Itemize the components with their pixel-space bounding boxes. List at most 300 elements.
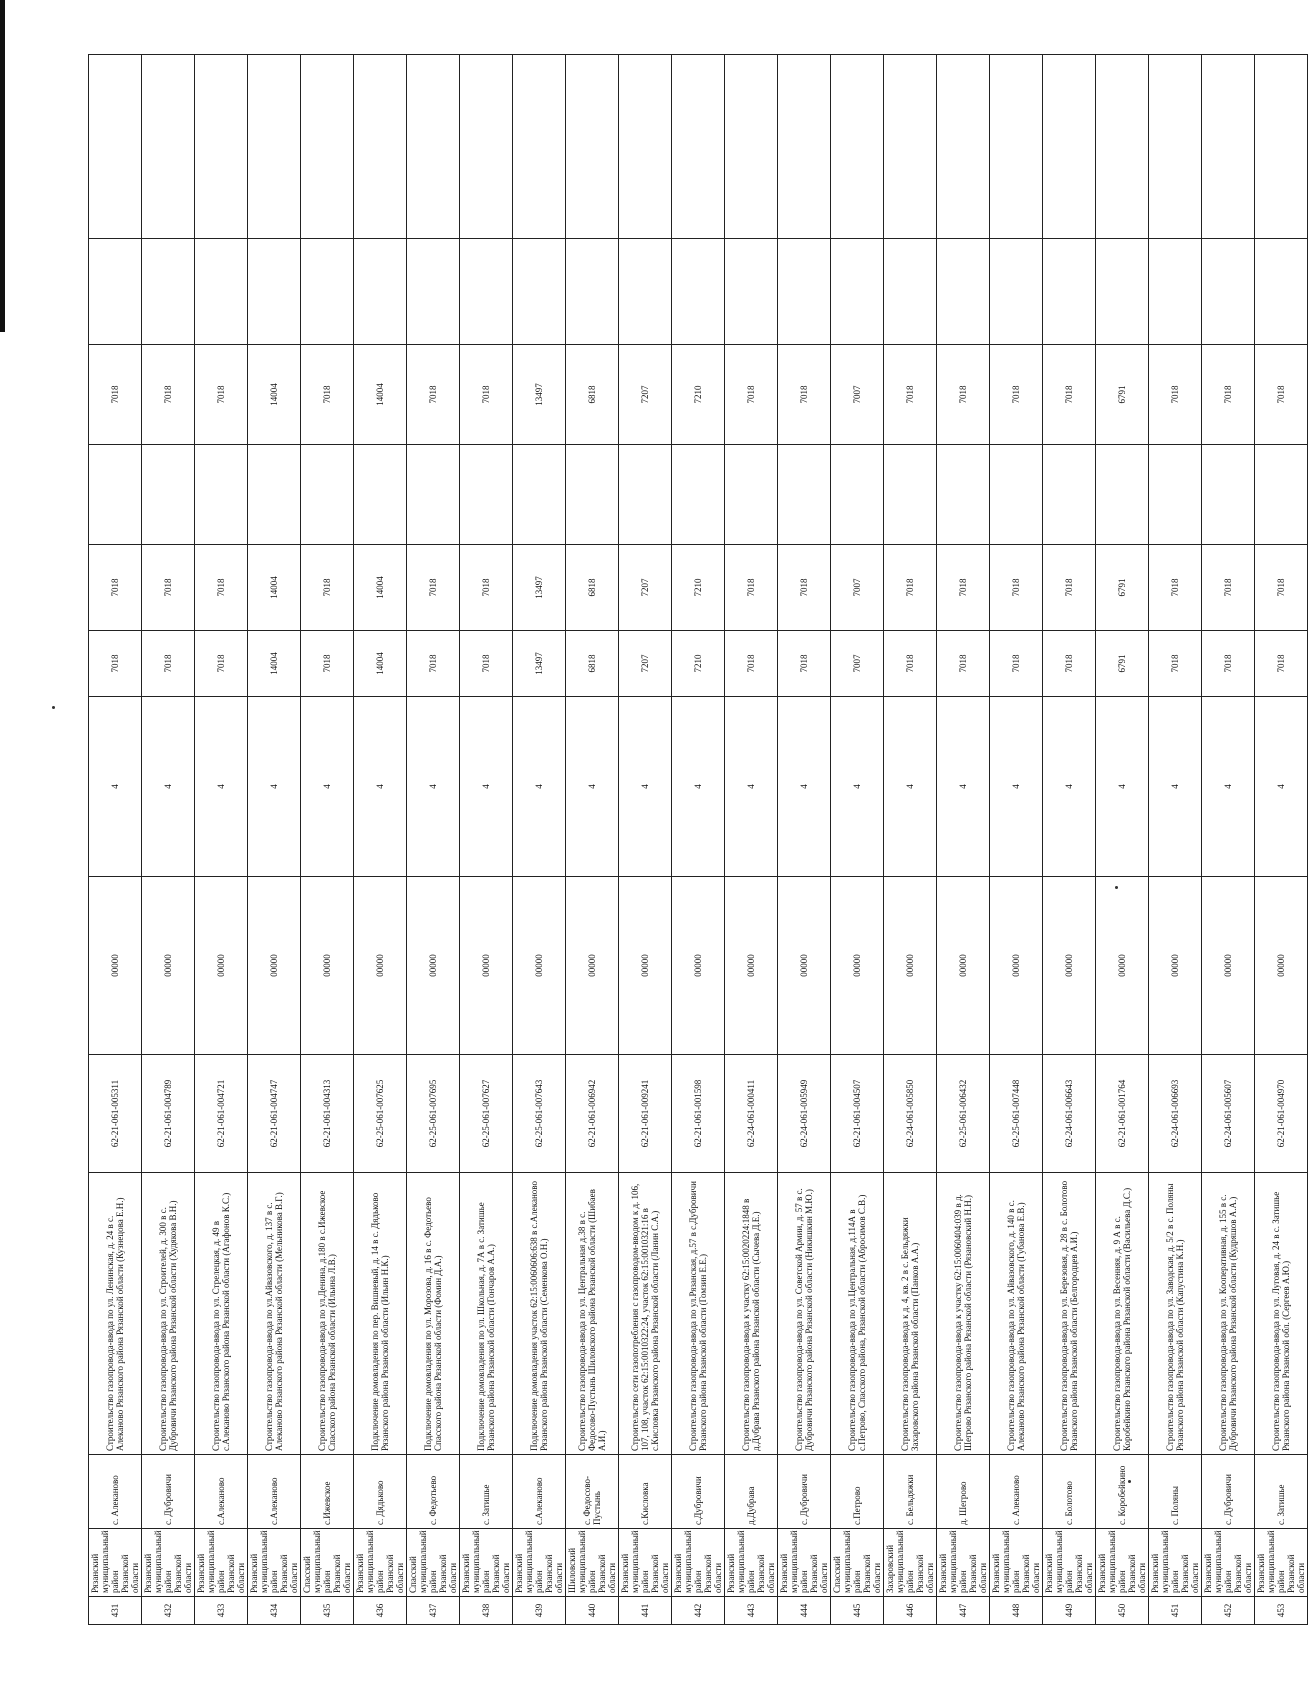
zero-code-cell: 00000 <box>248 877 301 1055</box>
table-row <box>89 55 142 1625</box>
locality-cell: с. Коробейкино <box>1096 1455 1149 1529</box>
register-table <box>88 54 1308 1625</box>
amount-cell-4: 6818 <box>566 345 619 445</box>
description-cell: Строительство газопровода-ввода по ул. Центральная д.38 в с. Федосово-Пустынь Шиловского района Рязанской области (Шибаев А.И.) <box>566 1173 619 1455</box>
zero-code-cell: 00000 <box>1202 877 1255 1055</box>
amount-cell-1: 7018 <box>725 631 778 697</box>
district-cell: Рязанский муниципальный район Рязанской области <box>990 1529 1043 1597</box>
amount-cell-1: 13497 <box>513 631 566 697</box>
object-code-cell: 62-24-061-005607 <box>1202 1055 1255 1173</box>
district-cell: Рязанский муниципальный район Рязанской области <box>354 1529 407 1597</box>
locality-cell: с.Петрово <box>831 1455 884 1529</box>
empty-cell-1 <box>513 239 566 345</box>
row-number: 434 <box>248 1597 301 1625</box>
amount-cell-3 <box>248 445 301 545</box>
empty-cell-2 <box>248 55 301 239</box>
category-cell: 4 <box>725 697 778 877</box>
locality-cell: с. Алеканово <box>990 1455 1043 1529</box>
amount-cell-1: 7018 <box>195 631 248 697</box>
description-cell: Строительство газопровода-ввода по ул.Центральная, д.114А в с.Петрово, Спасского района, Рязанской области (Абросимов С.В.) <box>831 1173 884 1455</box>
empty-cell-2 <box>937 55 990 239</box>
amount-cell-2: 7018 <box>460 545 513 631</box>
object-code-cell: 62-25-061-007695 <box>407 1055 460 1173</box>
district-cell: Рязанский муниципальный район Рязанской области <box>619 1529 672 1597</box>
amount-cell-2: 7018 <box>407 545 460 631</box>
object-code-cell: 62-21-061-009241 <box>619 1055 672 1173</box>
table-row <box>1043 55 1096 1625</box>
amount-cell-3 <box>1043 445 1096 545</box>
locality-cell: с. Бельдяжки <box>884 1455 937 1529</box>
amount-cell-3 <box>884 445 937 545</box>
amount-cell-4: 7018 <box>142 345 195 445</box>
zero-code-cell: 00000 <box>1149 877 1202 1055</box>
category-cell: 4 <box>195 697 248 877</box>
table-row <box>778 55 831 1625</box>
amount-cell-2: 7018 <box>884 545 937 631</box>
empty-cell-2 <box>142 55 195 239</box>
amount-cell-4: 14004 <box>248 345 301 445</box>
empty-cell-2 <box>778 55 831 239</box>
district-cell: Рязанский муниципальный район Рязанской области <box>672 1529 725 1597</box>
category-cell: 4 <box>1255 697 1308 877</box>
zero-code-cell: 00000 <box>89 877 142 1055</box>
row-number: 433 <box>195 1597 248 1625</box>
object-code-cell: 62-21-061-005311 <box>89 1055 142 1173</box>
description-cell: Подключение домовладения по ул. Морозова, д. 16 в с. Федотьево Спасского района Рязанской области (Фомин Д.А.) <box>407 1173 460 1455</box>
district-cell: Рязанский муниципальный район Рязанской области <box>725 1529 778 1597</box>
table-row <box>1202 55 1255 1625</box>
amount-cell-3 <box>1149 445 1202 545</box>
locality-cell: с. Затишье <box>460 1455 513 1529</box>
amount-cell-2: 14004 <box>354 545 407 631</box>
table-row <box>990 55 1043 1625</box>
empty-cell-1 <box>301 239 354 345</box>
row-number: 452 <box>1202 1597 1255 1625</box>
district-cell: Рязанский муниципальный район Рязанской области <box>513 1529 566 1597</box>
category-cell: 4 <box>248 697 301 877</box>
amount-cell-3 <box>89 445 142 545</box>
category-cell: 4 <box>831 697 884 877</box>
zero-code-cell: 00000 <box>1043 877 1096 1055</box>
amount-cell-2: 7018 <box>725 545 778 631</box>
amount-cell-2: 7018 <box>990 545 1043 631</box>
amount-cell-3 <box>460 445 513 545</box>
district-cell: Рязанский муниципальный район Рязанской области <box>1202 1529 1255 1597</box>
description-cell: Строительство газопровода-ввода по ул.Рязанская, д.57 в с.Дубровичи Рязанского района Рязанской области (Гомзин Е.Е.) <box>672 1173 725 1455</box>
zero-code-cell: 00000 <box>513 877 566 1055</box>
empty-cell-1 <box>566 239 619 345</box>
object-code-cell: 62-21-061-004747 <box>248 1055 301 1173</box>
row-number: 453 <box>1255 1597 1308 1625</box>
zero-code-cell: 00000 <box>1255 877 1308 1055</box>
description-cell: Строительство газопровода-ввода по ул. Березовая, д. 28 в с. Болотово Рязанского района Рязанской области (Белгородцев А.И.) <box>1043 1173 1096 1455</box>
row-number: 431 <box>89 1597 142 1625</box>
empty-cell-1 <box>354 239 407 345</box>
zero-code-cell: 00000 <box>619 877 672 1055</box>
amount-cell-4: 7018 <box>1149 345 1202 445</box>
zero-code-cell: 00000 <box>195 877 248 1055</box>
locality-cell: д.Дубрава <box>725 1455 778 1529</box>
locality-cell: с. Дубровичи <box>1202 1455 1255 1529</box>
table-row <box>195 55 248 1625</box>
amount-cell-4: 7018 <box>1043 345 1096 445</box>
table-row <box>301 55 354 1625</box>
locality-cell: с.Алеканово <box>248 1455 301 1529</box>
category-cell: 4 <box>1096 697 1149 877</box>
zero-code-cell: 00000 <box>725 877 778 1055</box>
empty-cell-1 <box>884 239 937 345</box>
amount-cell-2: 6818 <box>566 545 619 631</box>
table-row <box>725 55 778 1625</box>
row-number: 437 <box>407 1597 460 1625</box>
description-cell: Строительство газопровода-ввода по ул.Айвазовского, д. 137 в с. Алеканово Рязанского района Рязанской области (Мельникова В.Г.) <box>248 1173 301 1455</box>
row-number: 451 <box>1149 1597 1202 1625</box>
empty-cell-1 <box>990 239 1043 345</box>
amount-cell-1: 7018 <box>1149 631 1202 697</box>
table-row <box>248 55 301 1625</box>
district-cell: Захаровский муниципальный район Рязанской области <box>884 1529 937 1597</box>
amount-cell-2: 7018 <box>778 545 831 631</box>
table-row <box>407 55 460 1625</box>
amount-cell-3 <box>725 445 778 545</box>
empty-cell-2 <box>354 55 407 239</box>
zero-code-cell: 00000 <box>354 877 407 1055</box>
empty-cell-1 <box>1096 239 1149 345</box>
amount-cell-4: 7018 <box>990 345 1043 445</box>
empty-cell-2 <box>513 55 566 239</box>
district-cell: Рязанский муниципальный район Рязанской области <box>248 1529 301 1597</box>
empty-cell-2 <box>1255 55 1308 239</box>
amount-cell-1: 7018 <box>301 631 354 697</box>
amount-cell-3 <box>672 445 725 545</box>
empty-cell-2 <box>725 55 778 239</box>
locality-cell: с.Алеканово <box>195 1455 248 1529</box>
zero-code-cell: 00000 <box>407 877 460 1055</box>
description-cell: Строительство газопровода-ввода по ул. Стрелецкая, д. 49 в с.Алеканово Рязанского района Рязанской области (Агафонов К.С.) <box>195 1173 248 1455</box>
amount-cell-1: 7018 <box>884 631 937 697</box>
category-cell: 4 <box>513 697 566 877</box>
amount-cell-1: 7007 <box>831 631 884 697</box>
district-cell: Рязанский муниципальный район Рязанской области <box>1096 1529 1149 1597</box>
row-number: 446 <box>884 1597 937 1625</box>
empty-cell-1 <box>248 239 301 345</box>
description-cell: Строительство газопровода-ввода по ул. Весенняя, д. 9 А в с. Коробейкино Рязанского района Рязанской области (Васильева Д.С.) <box>1096 1173 1149 1455</box>
category-cell: 4 <box>619 697 672 877</box>
amount-cell-4: 7018 <box>89 345 142 445</box>
object-code-cell: 62-21-061-004507 <box>831 1055 884 1173</box>
description-cell: Подключение домовладения участок 62:15:0060606:638 в с.Алеканово Рязанского района Рязанской области (Семенкова О.Н.) <box>513 1173 566 1455</box>
amount-cell-3 <box>301 445 354 545</box>
locality-cell: с.Ижевское <box>301 1455 354 1529</box>
district-cell: Рязанский муниципальный район Рязанской области <box>89 1529 142 1597</box>
amount-cell-4: 7018 <box>195 345 248 445</box>
empty-cell-1 <box>195 239 248 345</box>
district-cell: Рязанский муниципальный район Рязанской области <box>1255 1529 1308 1597</box>
table-row <box>354 55 407 1625</box>
empty-cell-2 <box>460 55 513 239</box>
amount-cell-4: 14004 <box>354 345 407 445</box>
amount-cell-2: 7018 <box>1043 545 1096 631</box>
description-cell: Строительство газопровода-ввода по ул. Айвазовского, д. 140 в с. Алеканово Рязанского района Рязанской области (Губанова Е.В.) <box>990 1173 1043 1455</box>
amount-cell-1: 7018 <box>937 631 990 697</box>
table-row <box>1149 55 1202 1625</box>
amount-cell-4: 7018 <box>884 345 937 445</box>
amount-cell-1: 7018 <box>1202 631 1255 697</box>
table-row <box>460 55 513 1625</box>
description-cell: Строительство газопровода-ввода по ул. Советской Армии, д. 57 в с. Дубровичи Рязанского района Рязанской области (Никишкин М.Ю.) <box>778 1173 831 1455</box>
amount-cell-1: 7018 <box>778 631 831 697</box>
object-code-cell: 62-21-061-004970 <box>1255 1055 1308 1173</box>
row-number: 441 <box>619 1597 672 1625</box>
description-cell: Строительство газопровода-ввода по ул. Луговая, д. 24 в с. Затишье Рязанского района Рязанской обл. (Сергеев А.Ю.) <box>1255 1173 1308 1455</box>
empty-cell-2 <box>566 55 619 239</box>
table-row <box>1255 55 1308 1625</box>
amount-cell-3 <box>937 445 990 545</box>
row-number: 447 <box>937 1597 990 1625</box>
district-cell: Шиловский муниципальный район Рязанской области <box>566 1529 619 1597</box>
amount-cell-1: 7018 <box>990 631 1043 697</box>
object-code-cell: 62-25-061-007625 <box>354 1055 407 1173</box>
district-cell: Рязанский муниципальный район Рязанской области <box>1043 1529 1096 1597</box>
locality-cell: д. Шегрово <box>937 1455 990 1529</box>
locality-cell: с. Затишье <box>1255 1455 1308 1529</box>
district-cell: Рязанский муниципальный район Рязанской области <box>195 1529 248 1597</box>
amount-cell-4: 7018 <box>460 345 513 445</box>
object-code-cell: 62-21-061-001764 <box>1096 1055 1149 1173</box>
rotated-table-wrapper <box>88 55 1306 1625</box>
amount-cell-3 <box>354 445 407 545</box>
amount-cell-1: 6791 <box>1096 631 1149 697</box>
empty-cell-2 <box>619 55 672 239</box>
amount-cell-4: 7018 <box>1255 345 1308 445</box>
object-code-cell: 62-24-061-005850 <box>884 1055 937 1173</box>
amount-cell-3 <box>195 445 248 545</box>
zero-code-cell: 00000 <box>1096 877 1149 1055</box>
locality-cell: с. Дубровичи <box>142 1455 195 1529</box>
table-row <box>1096 55 1149 1625</box>
amount-cell-4: 6791 <box>1096 345 1149 445</box>
locality-cell: с.Кисловка <box>619 1455 672 1529</box>
empty-cell-2 <box>1149 55 1202 239</box>
description-cell: Строительство газопровода-ввода к участку 62:15:0020224:1848 в д.Дубрава Рязанского района Рязанской области (Сычева Д.Е.) <box>725 1173 778 1455</box>
amount-cell-1: 7018 <box>142 631 195 697</box>
amount-cell-2: 7018 <box>142 545 195 631</box>
object-code-cell: 62-25-061-006432 <box>937 1055 990 1173</box>
category-cell: 4 <box>89 697 142 877</box>
empty-cell-2 <box>831 55 884 239</box>
table-row <box>672 55 725 1625</box>
amount-cell-1: 7207 <box>619 631 672 697</box>
zero-code-cell: 00000 <box>301 877 354 1055</box>
locality-cell: с. Поляны <box>1149 1455 1202 1529</box>
zero-code-cell: 00000 <box>778 877 831 1055</box>
empty-cell-1 <box>937 239 990 345</box>
empty-cell-1 <box>1149 239 1202 345</box>
amount-cell-1: 7210 <box>672 631 725 697</box>
category-cell: 4 <box>354 697 407 877</box>
zero-code-cell: 00000 <box>142 877 195 1055</box>
table-row <box>566 55 619 1625</box>
object-code-cell: 62-25-061-007627 <box>460 1055 513 1173</box>
locality-cell: с.Дубровичи <box>672 1455 725 1529</box>
amount-cell-4: 13497 <box>513 345 566 445</box>
empty-cell-1 <box>89 239 142 345</box>
object-code-cell: 62-24-061-006693 <box>1149 1055 1202 1173</box>
empty-cell-1 <box>672 239 725 345</box>
amount-cell-3 <box>1255 445 1308 545</box>
empty-cell-2 <box>1202 55 1255 239</box>
empty-cell-2 <box>407 55 460 239</box>
locality-cell: с. Алеканово <box>89 1455 142 1529</box>
empty-cell-1 <box>725 239 778 345</box>
amount-cell-2: 14004 <box>248 545 301 631</box>
amount-cell-2: 7018 <box>1149 545 1202 631</box>
empty-cell-1 <box>142 239 195 345</box>
zero-code-cell: 00000 <box>672 877 725 1055</box>
scan-edge-mark <box>0 0 5 332</box>
object-code-cell: 62-24-061-006643 <box>1043 1055 1096 1173</box>
locality-cell: с. Дядьково <box>354 1455 407 1529</box>
category-cell: 4 <box>142 697 195 877</box>
amount-cell-3 <box>990 445 1043 545</box>
category-cell: 4 <box>990 697 1043 877</box>
empty-cell-1 <box>619 239 672 345</box>
category-cell: 4 <box>460 697 513 877</box>
description-cell: Строительство газопровода-ввода по ул. Ленинская, д. 24 в с. Алеканово Рязанского района Рязанской области (Кузнецова Е.Н.) <box>89 1173 142 1455</box>
row-number: 440 <box>566 1597 619 1625</box>
table-row <box>831 55 884 1625</box>
category-cell: 4 <box>1043 697 1096 877</box>
district-cell: Рязанский муниципальный район Рязанской области <box>460 1529 513 1597</box>
register-table-body <box>89 55 1308 1625</box>
amount-cell-2: 7207 <box>619 545 672 631</box>
empty-cell-2 <box>89 55 142 239</box>
amount-cell-2: 13497 <box>513 545 566 631</box>
empty-cell-2 <box>195 55 248 239</box>
empty-cell-2 <box>884 55 937 239</box>
description-cell: Строительство газопровода-ввода к д. 4, кв. 2 в с. Бельдяжки Захаровского района Рязанской области (Панков А.А.) <box>884 1173 937 1455</box>
amount-cell-3 <box>619 445 672 545</box>
empty-cell-1 <box>778 239 831 345</box>
description-cell: Строительство газопровода-ввода по ул. Заводская, д. 5/2 в с. Поляны Рязанского района Рязанской области (Капустина К.Н.) <box>1149 1173 1202 1455</box>
amount-cell-2: 6791 <box>1096 545 1149 631</box>
empty-cell-1 <box>1043 239 1096 345</box>
amount-cell-2: 7007 <box>831 545 884 631</box>
category-cell: 4 <box>937 697 990 877</box>
empty-cell-1 <box>460 239 513 345</box>
amount-cell-4: 7018 <box>407 345 460 445</box>
object-code-cell: 62-24-061-005949 <box>778 1055 831 1173</box>
category-cell: 4 <box>407 697 460 877</box>
object-code-cell: 62-21-061-004721 <box>195 1055 248 1173</box>
object-code-cell: 62-25-061-007643 <box>513 1055 566 1173</box>
object-code-cell: 62-25-061-007448 <box>990 1055 1043 1173</box>
description-cell: Строительство газопровода-ввода по ул. Строителей, д. 300 в с. Дубровичи Рязанского района Рязанской области (Худякова В.Н.) <box>142 1173 195 1455</box>
category-cell: 4 <box>566 697 619 877</box>
category-cell: 4 <box>1149 697 1202 877</box>
empty-cell-2 <box>672 55 725 239</box>
amount-cell-1: 14004 <box>248 631 301 697</box>
zero-code-cell: 00000 <box>460 877 513 1055</box>
locality-cell: с. Федосово-Пустынь <box>566 1455 619 1529</box>
object-code-cell: 62-21-061-004313 <box>301 1055 354 1173</box>
table-row <box>513 55 566 1625</box>
amount-cell-1: 6818 <box>566 631 619 697</box>
amount-cell-3 <box>513 445 566 545</box>
zero-code-cell: 00000 <box>937 877 990 1055</box>
amount-cell-2: 7018 <box>1255 545 1308 631</box>
amount-cell-2: 7210 <box>672 545 725 631</box>
amount-cell-4: 7018 <box>778 345 831 445</box>
amount-cell-2: 7018 <box>1202 545 1255 631</box>
district-cell: Рязанский муниципальный район Рязанской области <box>1149 1529 1202 1597</box>
row-number: 445 <box>831 1597 884 1625</box>
amount-cell-4: 7018 <box>937 345 990 445</box>
amount-cell-3 <box>1202 445 1255 545</box>
category-cell: 4 <box>672 697 725 877</box>
category-cell: 4 <box>778 697 831 877</box>
zero-code-cell: 00000 <box>990 877 1043 1055</box>
table-row <box>884 55 937 1625</box>
amount-cell-1: 14004 <box>354 631 407 697</box>
description-cell: Строительство газопровода-ввода по ул. Кооперативная, д. 155 в с. Дубровичи Рязанского района Рязанской области (Кудряшов А.А.) <box>1202 1173 1255 1455</box>
district-cell: Спасский муниципальный район Рязанской области <box>407 1529 460 1597</box>
table-row <box>142 55 195 1625</box>
amount-cell-4: 7210 <box>672 345 725 445</box>
amount-cell-3 <box>778 445 831 545</box>
category-cell: 4 <box>884 697 937 877</box>
row-number: 432 <box>142 1597 195 1625</box>
row-number: 436 <box>354 1597 407 1625</box>
row-number: 442 <box>672 1597 725 1625</box>
row-number: 448 <box>990 1597 1043 1625</box>
empty-cell-1 <box>407 239 460 345</box>
amount-cell-3 <box>566 445 619 545</box>
zero-code-cell: 00000 <box>831 877 884 1055</box>
amount-cell-1: 7018 <box>1255 631 1308 697</box>
row-number: 449 <box>1043 1597 1096 1625</box>
amount-cell-2: 7018 <box>89 545 142 631</box>
description-cell: Строительство сети газопотребления с газопроводом-вводом к д. 106, 107, 108, участок 62:15:0010322:24, участок 62:15:0010321:16 в с.Кисловка Рязанского района Рязанской области (Ланин С.А.) <box>619 1173 672 1455</box>
category-cell: 4 <box>301 697 354 877</box>
amount-cell-1: 7018 <box>89 631 142 697</box>
locality-cell: с. Федотьево <box>407 1455 460 1529</box>
amount-cell-2: 7018 <box>937 545 990 631</box>
object-code-cell: 62-21-061-001598 <box>672 1055 725 1173</box>
table-row <box>937 55 990 1625</box>
row-number: 444 <box>778 1597 831 1625</box>
district-cell: Рязанский муниципальный район Рязанской области <box>142 1529 195 1597</box>
district-cell: Рязанский муниципальный район Рязанской области <box>937 1529 990 1597</box>
row-number: 443 <box>725 1597 778 1625</box>
amount-cell-4: 7018 <box>725 345 778 445</box>
amount-cell-2: 7018 <box>301 545 354 631</box>
row-number: 439 <box>513 1597 566 1625</box>
locality-cell: с. Дубровичи <box>778 1455 831 1529</box>
empty-cell-2 <box>301 55 354 239</box>
amount-cell-2: 7018 <box>195 545 248 631</box>
locality-cell: с.Алеканово <box>513 1455 566 1529</box>
amount-cell-3 <box>142 445 195 545</box>
amount-cell-1: 7018 <box>407 631 460 697</box>
scan-speck <box>52 706 55 709</box>
district-cell: Рязанский муниципальный район Рязанской области <box>778 1529 831 1597</box>
description-cell: Строительство газопровода-ввода по ул.Денина, д.180 в с.Ижевское Спасского района Рязанской области (Ильина Л.В.) <box>301 1173 354 1455</box>
zero-code-cell: 00000 <box>884 877 937 1055</box>
amount-cell-1: 7018 <box>460 631 513 697</box>
amount-cell-3 <box>1096 445 1149 545</box>
empty-cell-2 <box>1096 55 1149 239</box>
